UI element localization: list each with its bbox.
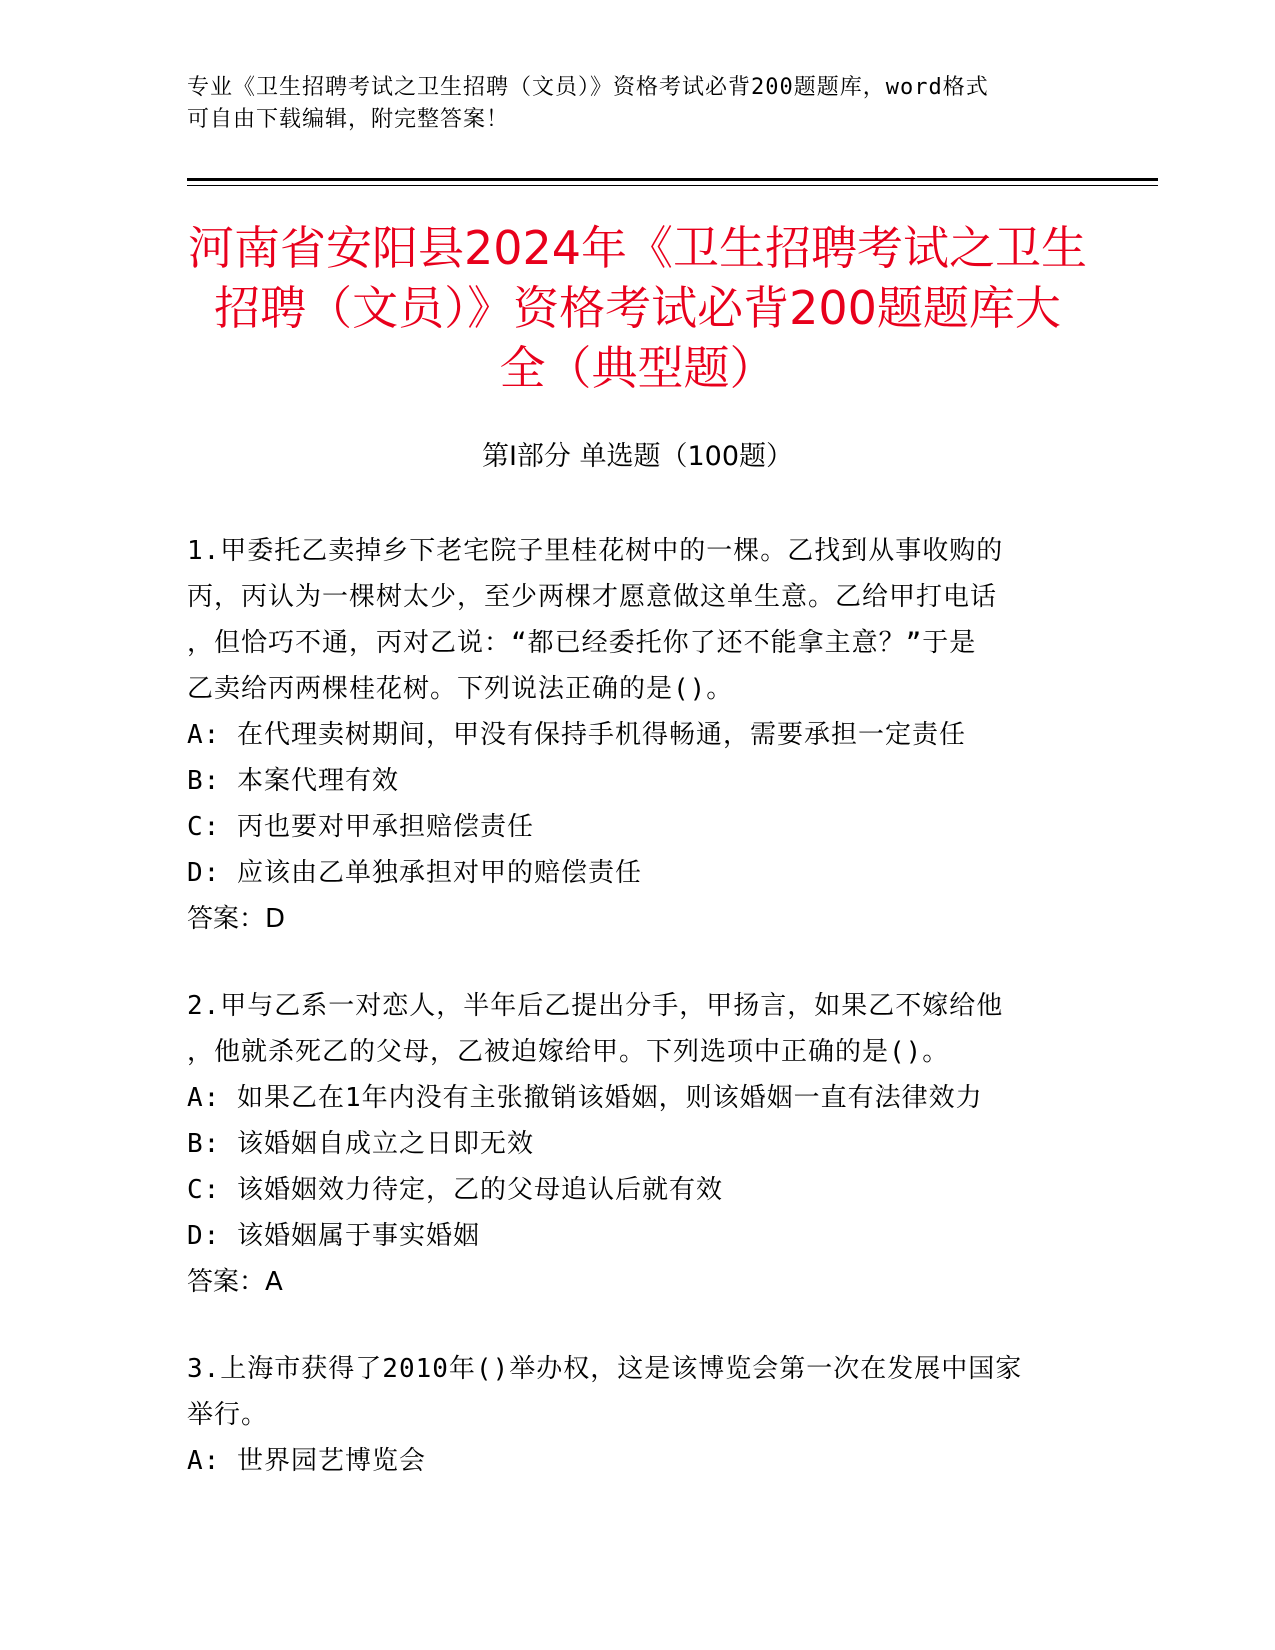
question-stem-line: 举行。: [187, 1400, 269, 1430]
header-note-line-2: 可自由下载编辑，附完整答案！: [187, 107, 510, 132]
header-note: [187, 72, 1087, 136]
question-2: [187, 983, 1087, 1305]
option-a: A: 世界园艺博览会: [187, 1446, 426, 1476]
question-stem-line: 丙，丙认为一棵树太少，至少两棵才愿意做这单生意。乙给甲打电话: [187, 582, 998, 612]
option-a: A: 在代理卖树期间，甲没有保持手机得畅通，需要承担一定责任: [187, 720, 966, 750]
question-stem-line: 1.甲委托乙卖掉乡下老宅院子里桂花树中的一棵。乙找到从事收购的: [187, 536, 1004, 566]
question-stem-line: ，他就杀死乙的父母，乙被迫嫁给甲。下列选项中正确的是()。: [187, 1037, 950, 1067]
document-title-line-2: 招聘（文员）》资格考试必背200题题库大: [214, 281, 1061, 335]
option-c: C: 该婚姻效力待定，乙的父母追认后就有效: [187, 1175, 723, 1205]
header-divider-thick: [187, 178, 1158, 181]
question-3: [187, 1346, 1087, 1484]
question-stem-line: 乙卖给丙两棵桂花树。下列说法正确的是()。: [187, 674, 734, 704]
option-d: D: 应该由乙单独承担对甲的赔偿责任: [187, 858, 642, 888]
option-a: A: 如果乙在1年内没有主张撤销该婚姻，则该婚姻一直有法律效力: [187, 1083, 983, 1113]
option-b: B: 本案代理有效: [187, 766, 399, 796]
answer-line: 答案：D: [187, 904, 286, 934]
question-stem-line: 2.甲与乙系一对恋人，半年后乙提出分手，甲扬言，如果乙不嫁给他: [187, 991, 1004, 1021]
document-title-line-1: 河南省安阳县2024年《卫生招聘考试之卫生: [187, 221, 1088, 275]
question-list: [187, 528, 1087, 1525]
option-b: B: 该婚姻自成立之日即无效: [187, 1129, 534, 1159]
answer-line: 答案：A: [187, 1267, 283, 1297]
question-stem-line: ，但恰巧不通，丙对乙说：“都已经委托你了还不能拿主意？”于是: [187, 628, 977, 658]
option-d: D: 该婚姻属于事实婚姻: [187, 1221, 480, 1251]
section-heading: 第Ⅰ部分 单选题（100题）: [481, 441, 794, 472]
question-stem-line: 3.上海市获得了2010年()举办权，这是该博览会第一次在发展中国家: [187, 1354, 1023, 1384]
document-title-line-3: 全（典型题）: [499, 341, 776, 395]
question-1: [187, 528, 1087, 942]
header-note-line-1: 专业《卫生招聘考试之卫生招聘（文员）》资格考试必背200题题库，word格式: [187, 75, 989, 100]
document-title: [160, 218, 1115, 398]
header-divider-thin: [187, 185, 1158, 186]
option-c: C: 丙也要对甲承担赔偿责任: [187, 812, 534, 842]
